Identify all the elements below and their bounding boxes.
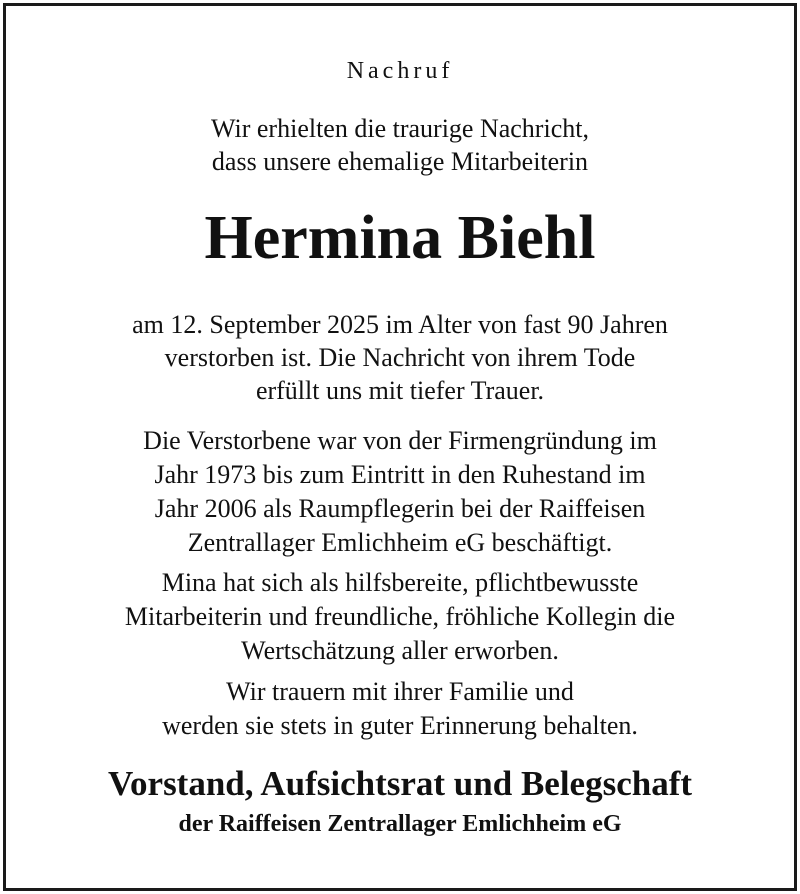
text-line: am 12. September 2025 im Alter von fast 90 Jahren [132,310,668,339]
text-line: Mina hat sich als hilfsbereite, pflichtbewusste [161,568,639,597]
obituary-notice [3,3,797,891]
intro-line: dass unsere ehemalige Mitarbeiterin [211,147,589,176]
text-line: verstorben ist. Die Nachricht von ihrem Tode [164,343,636,372]
paragraph-career [6,424,794,560]
paragraph-mourning [6,675,794,743]
text-line: werden sie stets in guter Erinnerung behalten. [162,711,638,740]
paragraph-tribute [6,566,794,668]
intro-text [6,112,794,178]
notice-heading: Nachruf [346,58,454,84]
signature-company: der Raiffeisen Zentrallager Emlichheim eG [178,811,622,837]
deceased-name: Hermina Biehl [204,204,596,272]
text-line: Die Verstorbene war von der Firmengründung im [143,426,657,455]
text-line: Wertschätzung aller erworben. [241,636,559,665]
text-line: Jahr 2006 als Raumpflegerin bei der Raiffeisen [154,494,646,523]
signature-main: Vorstand, Aufsichtsrat und Belegschaft [107,764,693,803]
intro-line: Wir erhielten die traurige Nachricht, [211,114,589,143]
text-line: erfüllt uns mit tiefer Trauer. [255,376,545,405]
text-line: Zentrallager Emlichheim eG beschäftigt. [187,528,613,557]
text-line: Jahr 1973 bis zum Eintritt in den Ruhestand im [154,460,646,489]
text-line: Mitarbeiterin und freundliche, fröhliche Kollegin die [124,602,676,631]
paragraph-death-date [6,308,794,407]
text-line: Wir trauern mit ihrer Familie und [226,677,574,706]
